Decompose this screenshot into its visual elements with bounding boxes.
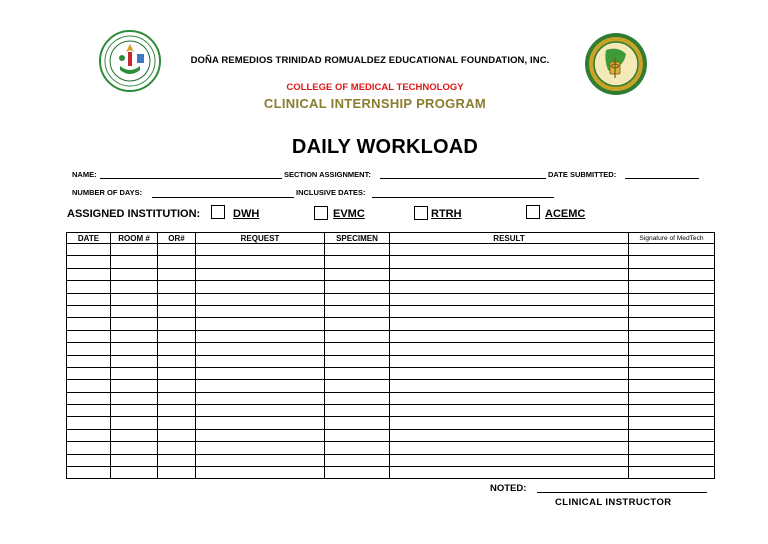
table-cell[interactable] — [111, 244, 158, 256]
table-cell[interactable] — [325, 429, 390, 441]
table-cell[interactable] — [390, 467, 629, 479]
table-cell[interactable] — [196, 343, 325, 355]
table-cell[interactable] — [111, 293, 158, 305]
table-cell[interactable] — [158, 343, 196, 355]
table-cell[interactable] — [196, 442, 325, 454]
assigned-institution-label: ASSIGNED INSTITUTION: — [67, 208, 201, 220]
table-cell[interactable] — [196, 281, 325, 293]
table-cell[interactable] — [196, 293, 325, 305]
table-cell[interactable] — [111, 392, 158, 404]
table-cell[interactable] — [196, 268, 325, 280]
table-cell[interactable] — [390, 417, 629, 429]
checkbox-evmc[interactable] — [314, 206, 328, 220]
table-cell[interactable] — [111, 467, 158, 479]
table-cell[interactable] — [629, 355, 715, 367]
table-cell[interactable] — [111, 256, 158, 268]
table-cell[interactable] — [158, 305, 196, 317]
table-row — [67, 293, 715, 305]
name-label: NAME: — [72, 170, 97, 179]
table-cell[interactable] — [325, 281, 390, 293]
table-row — [67, 380, 715, 392]
table-cell[interactable] — [629, 293, 715, 305]
table-row — [67, 343, 715, 355]
table-row — [67, 268, 715, 280]
table-cell[interactable] — [390, 454, 629, 466]
table-cell[interactable] — [67, 429, 111, 441]
table-cell[interactable] — [111, 454, 158, 466]
table-cell[interactable] — [390, 318, 629, 330]
table-cell[interactable] — [390, 429, 629, 441]
table-cell[interactable] — [196, 417, 325, 429]
table-cell[interactable] — [67, 392, 111, 404]
column-header-room: ROOM # — [111, 233, 158, 244]
option-label-dwh: DWH — [233, 208, 260, 220]
noted-signature-field[interactable] — [537, 492, 707, 493]
table-cell[interactable] — [158, 330, 196, 342]
table-cell[interactable] — [196, 429, 325, 441]
table-cell[interactable] — [67, 355, 111, 367]
table-cell[interactable] — [67, 405, 111, 417]
table-cell[interactable] — [158, 244, 196, 256]
table-cell[interactable] — [325, 454, 390, 466]
table-cell[interactable] — [111, 442, 158, 454]
table-cell[interactable] — [67, 367, 111, 379]
table-cell[interactable] — [390, 330, 629, 342]
name-field[interactable] — [100, 178, 282, 179]
table-cell[interactable] — [390, 281, 629, 293]
table-cell[interactable] — [158, 281, 196, 293]
table-row — [67, 429, 715, 441]
table-cell[interactable] — [390, 343, 629, 355]
table-cell[interactable] — [629, 417, 715, 429]
table-cell[interactable] — [325, 467, 390, 479]
table-row — [67, 442, 715, 454]
table-cell[interactable] — [325, 293, 390, 305]
table-cell[interactable] — [629, 405, 715, 417]
option-label-evmc: EVMC — [333, 208, 365, 220]
table-cell[interactable] — [158, 355, 196, 367]
table-cell[interactable] — [325, 392, 390, 404]
table-cell[interactable] — [196, 467, 325, 479]
table-row — [67, 454, 715, 466]
table-cell[interactable] — [390, 305, 629, 317]
table-cell[interactable] — [390, 244, 629, 256]
table-row — [67, 417, 715, 429]
table-cell[interactable] — [390, 293, 629, 305]
table-cell[interactable] — [325, 330, 390, 342]
column-header-signature: Signature of MedTech — [629, 233, 715, 244]
table-cell[interactable] — [196, 318, 325, 330]
table-cell[interactable] — [196, 367, 325, 379]
table-cell[interactable] — [158, 442, 196, 454]
date-submitted-field[interactable] — [625, 178, 699, 179]
section-assignment-field[interactable] — [380, 178, 546, 179]
clinical-instructor-label: CLINICAL INSTRUCTOR — [555, 497, 672, 508]
table-row — [67, 256, 715, 268]
noted-label: NOTED: — [490, 483, 527, 494]
table-cell[interactable] — [67, 380, 111, 392]
table-cell[interactable] — [325, 355, 390, 367]
table-cell[interactable] — [390, 380, 629, 392]
table-cell[interactable] — [629, 330, 715, 342]
table-cell[interactable] — [325, 417, 390, 429]
table-row — [67, 392, 715, 404]
table-cell[interactable] — [111, 429, 158, 441]
table-cell[interactable] — [67, 442, 111, 454]
table-cell[interactable] — [629, 305, 715, 317]
table-row — [67, 330, 715, 342]
table-cell[interactable] — [390, 392, 629, 404]
table-cell[interactable] — [629, 343, 715, 355]
table-row — [67, 467, 715, 479]
table-cell[interactable] — [325, 318, 390, 330]
table-cell[interactable] — [158, 256, 196, 268]
table-cell[interactable] — [111, 281, 158, 293]
table-cell[interactable] — [629, 256, 715, 268]
column-header-result: RESULT — [390, 233, 629, 244]
table-cell[interactable] — [325, 244, 390, 256]
table-cell[interactable] — [158, 454, 196, 466]
table-row — [67, 318, 715, 330]
table-cell[interactable] — [629, 318, 715, 330]
table-cell[interactable] — [196, 355, 325, 367]
table-cell[interactable] — [111, 417, 158, 429]
table-cell[interactable] — [67, 318, 111, 330]
table-cell[interactable] — [158, 392, 196, 404]
table-cell[interactable] — [67, 343, 111, 355]
table-cell[interactable] — [111, 268, 158, 280]
table-cell[interactable] — [67, 293, 111, 305]
table-cell[interactable] — [111, 405, 158, 417]
table-cell[interactable] — [390, 256, 629, 268]
table-cell[interactable] — [325, 380, 390, 392]
table-row — [67, 305, 715, 317]
table-cell[interactable] — [158, 318, 196, 330]
date-submitted-label: DATE SUBMITTED: — [548, 170, 617, 179]
table-cell[interactable] — [629, 392, 715, 404]
table-cell[interactable] — [629, 268, 715, 280]
inclusive-dates-field[interactable] — [372, 197, 554, 198]
number-of-days-field[interactable] — [152, 197, 294, 198]
table-cell[interactable] — [67, 454, 111, 466]
table-cell[interactable] — [67, 268, 111, 280]
table-cell[interactable] — [158, 429, 196, 441]
page-title: DAILY WORKLOAD — [291, 136, 479, 158]
column-header-specimen: SPECIMEN — [325, 233, 390, 244]
option-label-rtrh: RTRH — [431, 208, 462, 220]
organization-name: DOÑA REMEDIOS TRINIDAD ROMUALDEZ EDUCATIONAL FOUNDATION, INC. — [190, 55, 550, 66]
table-cell[interactable] — [111, 305, 158, 317]
table-cell[interactable] — [390, 405, 629, 417]
column-header-request: REQUEST — [196, 233, 325, 244]
table-cell[interactable] — [158, 380, 196, 392]
column-header-or: OR# — [158, 233, 196, 244]
table-cell[interactable] — [111, 367, 158, 379]
table-cell[interactable] — [629, 442, 715, 454]
table-cell[interactable] — [67, 256, 111, 268]
table-cell[interactable] — [325, 442, 390, 454]
table-cell[interactable] — [158, 405, 196, 417]
table-cell[interactable] — [629, 454, 715, 466]
table-cell[interactable] — [390, 268, 629, 280]
table-cell[interactable] — [67, 305, 111, 317]
table-cell[interactable] — [325, 268, 390, 280]
table-cell[interactable] — [390, 355, 629, 367]
table-cell[interactable] — [158, 467, 196, 479]
table-cell[interactable] — [325, 343, 390, 355]
table-cell[interactable] — [629, 244, 715, 256]
table-cell[interactable] — [325, 405, 390, 417]
table-cell[interactable] — [111, 330, 158, 342]
table-cell[interactable] — [196, 392, 325, 404]
table-cell[interactable] — [67, 467, 111, 479]
table-cell[interactable] — [325, 305, 390, 317]
column-header-date: DATE — [67, 233, 111, 244]
table-cell[interactable] — [158, 417, 196, 429]
table-cell[interactable] — [629, 367, 715, 379]
checkbox-dwh[interactable] — [211, 205, 225, 219]
table-row — [67, 367, 715, 379]
table-body — [67, 244, 715, 479]
checkbox-acemc[interactable] — [526, 205, 540, 219]
table-cell[interactable] — [196, 405, 325, 417]
table-cell[interactable] — [390, 442, 629, 454]
table-cell[interactable] — [67, 330, 111, 342]
table-cell[interactable] — [629, 429, 715, 441]
option-label-acemc: ACEMC — [545, 208, 586, 220]
table-row — [67, 405, 715, 417]
section-assignment-label: SECTION ASSIGNMENT: — [284, 170, 371, 179]
college-name: COLLEGE OF MEDICAL TECHNOLOGY — [286, 82, 464, 93]
inclusive-dates-label: INCLUSIVE DATES: — [296, 188, 366, 197]
table-cell[interactable] — [196, 454, 325, 466]
table-cell[interactable] — [111, 355, 158, 367]
program-name: CLINICAL INTERNSHIP PROGRAM — [263, 96, 487, 111]
table-row — [67, 355, 715, 367]
table-row — [67, 281, 715, 293]
table-cell[interactable] — [111, 318, 158, 330]
table-cell[interactable] — [111, 380, 158, 392]
number-of-days-label: NUMBER OF DAYS: — [72, 188, 143, 197]
checkbox-rtrh[interactable] — [414, 206, 428, 220]
table-cell[interactable] — [325, 367, 390, 379]
table-cell[interactable] — [196, 380, 325, 392]
table-cell[interactable] — [67, 244, 111, 256]
table-cell[interactable] — [196, 256, 325, 268]
table-cell[interactable] — [158, 367, 196, 379]
table-cell[interactable] — [67, 417, 111, 429]
table-cell[interactable] — [196, 305, 325, 317]
workload-table — [66, 232, 715, 479]
table-cell[interactable] — [390, 367, 629, 379]
table-cell[interactable] — [629, 281, 715, 293]
table-header-row — [67, 233, 715, 244]
table-cell[interactable] — [325, 256, 390, 268]
table-cell[interactable] — [196, 244, 325, 256]
table-cell[interactable] — [67, 281, 111, 293]
table-cell[interactable] — [158, 293, 196, 305]
table-cell[interactable] — [629, 380, 715, 392]
table-cell[interactable] — [111, 343, 158, 355]
table-cell[interactable] — [196, 330, 325, 342]
table-cell[interactable] — [158, 268, 196, 280]
table-cell[interactable] — [629, 467, 715, 479]
table-row — [67, 244, 715, 256]
